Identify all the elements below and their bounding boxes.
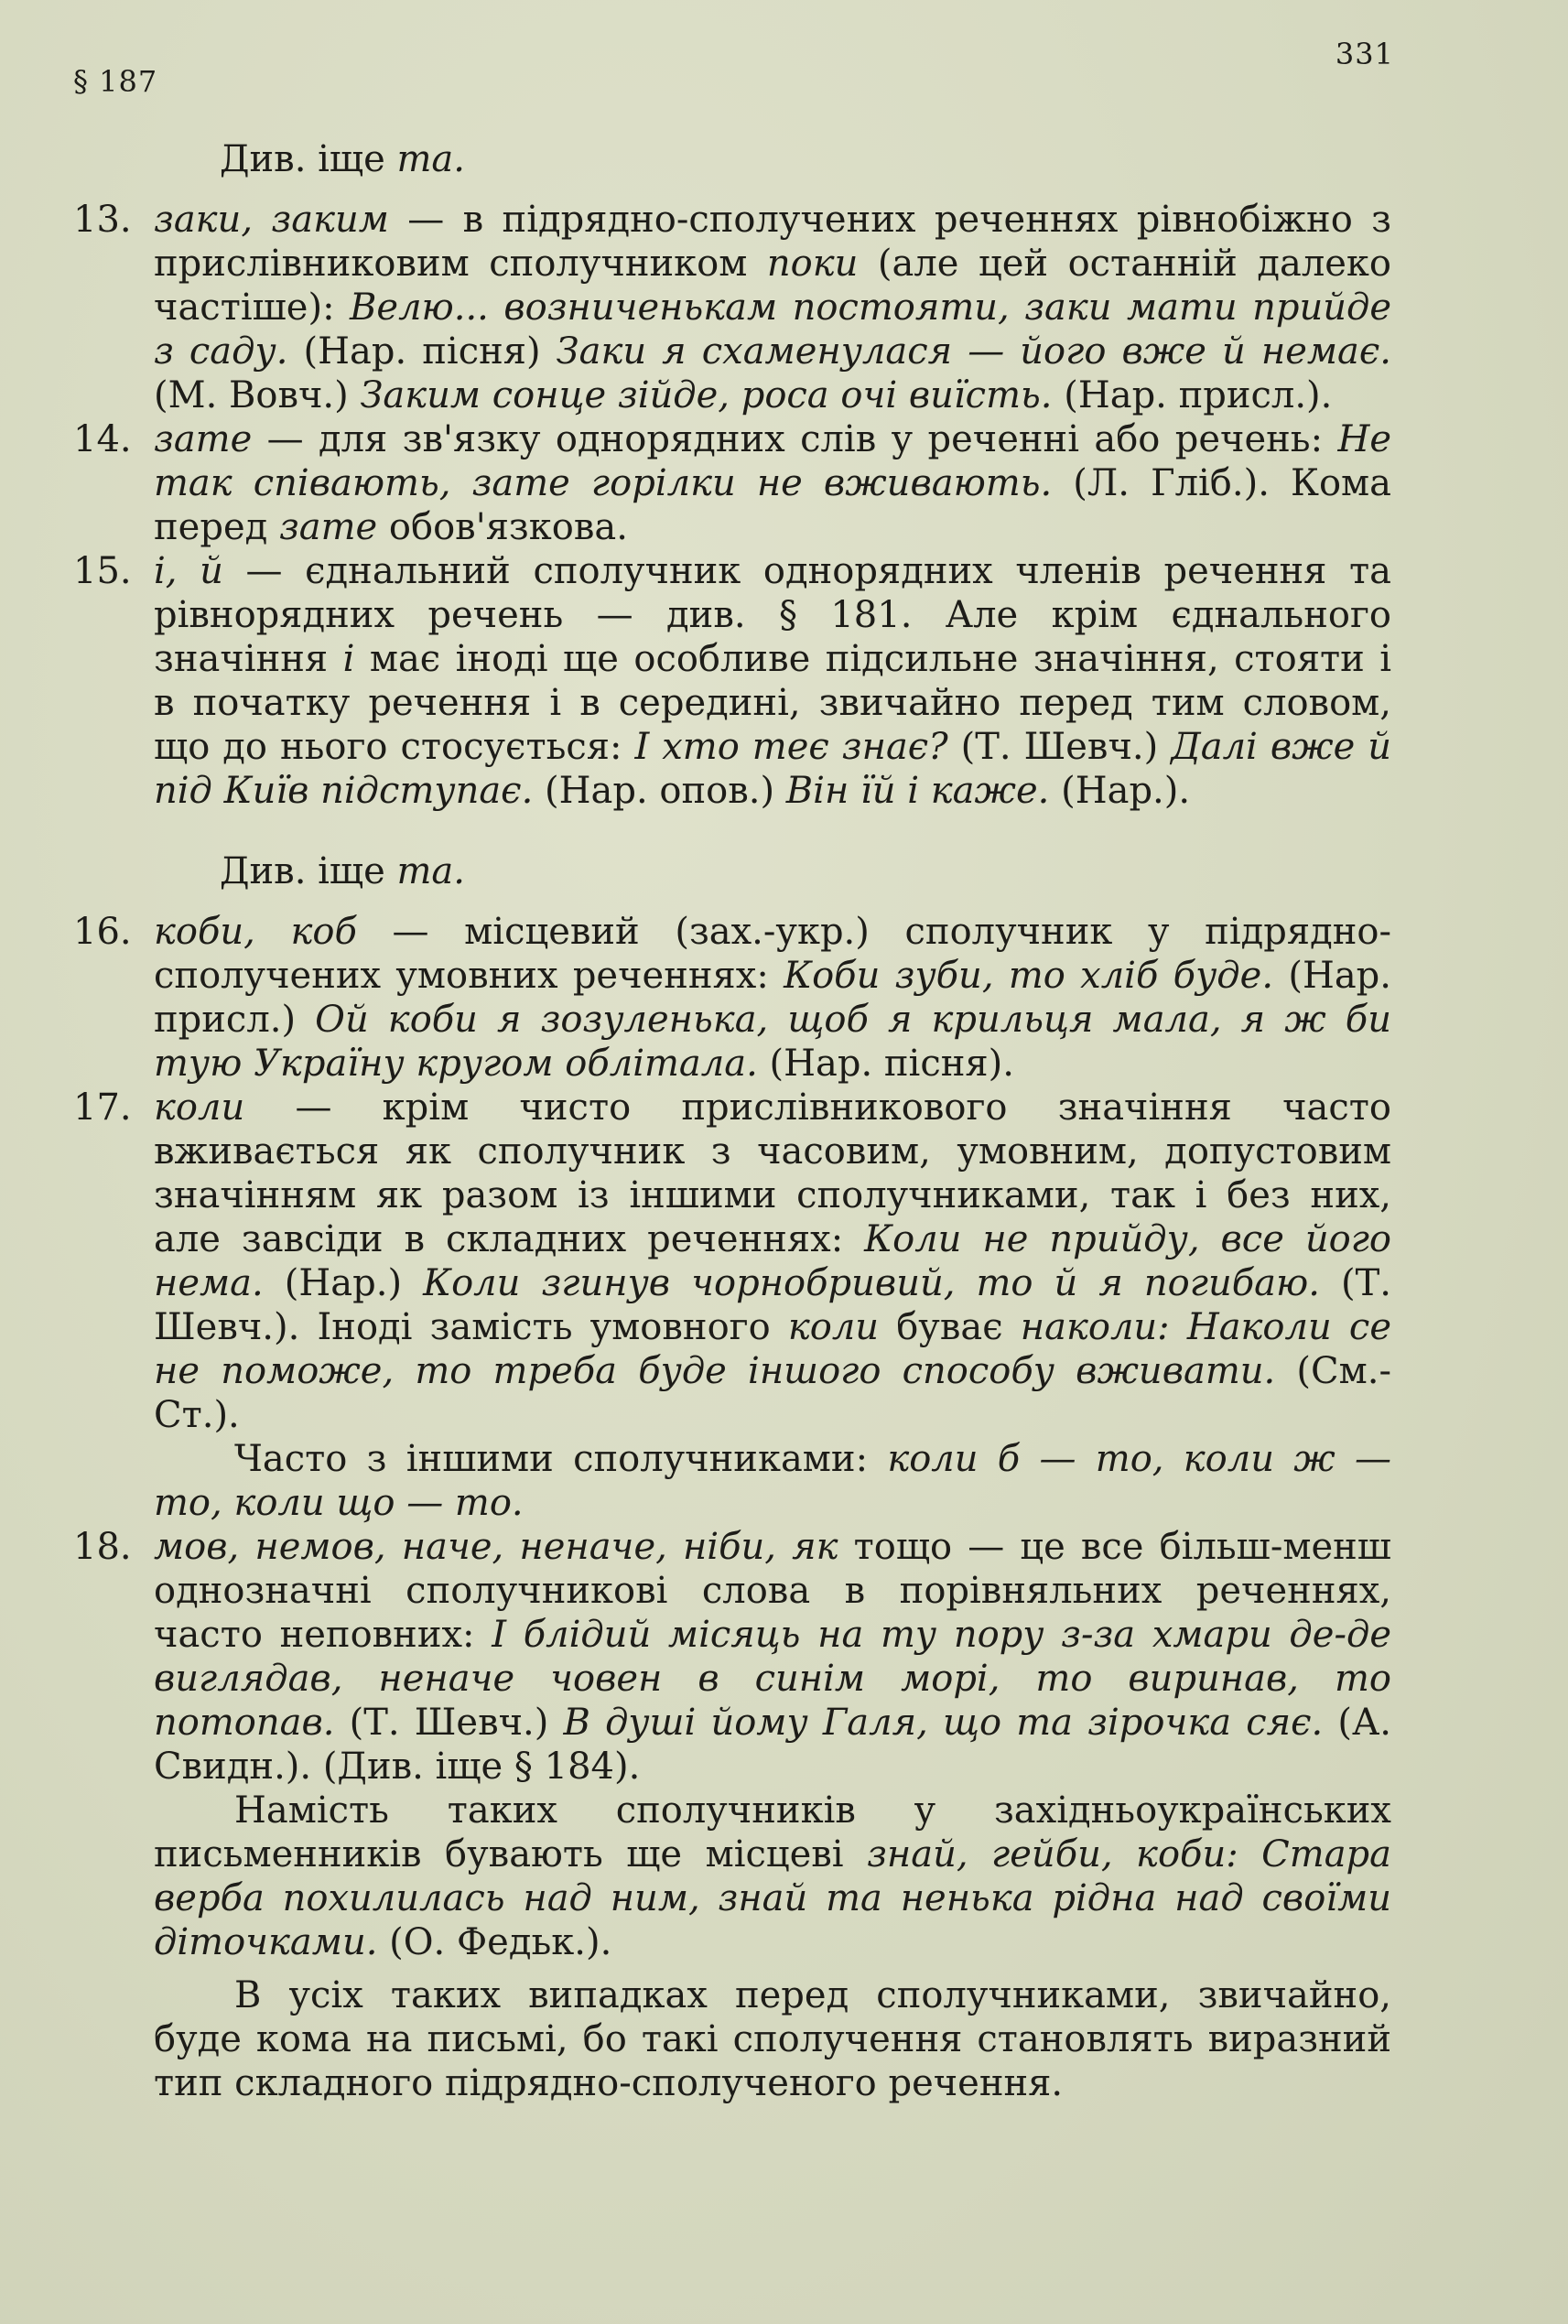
item-number: 15. [73, 550, 132, 592]
list-item-16: 16. коби, коб — місцевий (зах.-укр.) сполучник у підрядно-сполучених умовних реченнях: Коби зуби, то хліб буде. (Нар. присл.) Ой коби я зозуленька, щоб я крильця мала, я ж би тую Україну кругом облітала. (Нар. пісня). [73, 911, 1392, 1085]
closing-paragraph: В усіх таких випадках перед сполучниками, звичайно, буде кома на письмі, бо такі сполучення становлять виразний тип складного підрядно-сполученого речення. [154, 1974, 1391, 2104]
item-number: 17. [73, 1086, 132, 1129]
see-also-note: Див. іще та. [220, 138, 465, 180]
list-item-14: 14. зате — для зв'язку однорядних слів у реченні або речень: Не так співають, зате горілки не вживають. (Л. Гліб.). Кома перед зате обов'язкова. [73, 418, 1391, 548]
item-18-continuation: Намість таких сполучників у західньоукраїнських письменників бувають ще місцеві знай, гейби, коби: Стара верба похилилась над ним, знай та ненька рідна над своїми діточками. (О. Федьк.). [154, 1789, 1391, 1963]
list-item-18: 18. мов, немов, наче, неначе, ніби, як тощо — це все більш-менш однозначні сполучникові слова в порівняльних реченнях, часто неповних: І блідий місяць на ту пору з-за хмари де-де виглядав, неначе човен в синім морі, то виринав, то потопав. (Т. Шевч.) В душі йому Галя, що та зірочка сяє. (А. Свидн.). (Див. іще § 184). [73, 1526, 1392, 1788]
list-item-13: 13. заки, заким — в підрядно-сполучених реченнях рівнобіжно з прислівниковим сполучником поки (але цей останній далеко частіше): Велю... возниченькам постояти, заки мати прийде з саду. (Нар. пісня) Заки я схаменулася — його вже й немає. (М. Вовч.) Заким сонце зійде, роса очі виїсть. (Нар. присл.). [73, 199, 1391, 416]
item-number: 16. [73, 911, 132, 953]
item-number: 13. [73, 199, 132, 241]
item-17-continuation: Часто з іншими сполучниками: коли б — то, коли ж — то, коли що — то. [154, 1438, 1391, 1524]
page-body [73, 137, 1391, 2105]
item-number: 18. [73, 1526, 132, 1568]
list-item-15: 15. і, й — єднальний сполучник однорядних членів речення та рівнорядних речень — див. § 181. Але крім єднального значіння і має іноді ще особливе підсильне значіння, стояти і в початку речення і в середині, звичайно перед тим словом, що до нього стосується: І хто теє знає? (Т. Шевч.) Далі вже й під Київ підступає. (Нар. опов.) Він їй і каже. (Нар.). [73, 550, 1391, 812]
page-number: 331 [1335, 37, 1394, 71]
item-number: 14. [73, 418, 132, 460]
section-reference: § 187 [73, 64, 158, 99]
list-item-17: 17. коли — крім чисто прислівникового значіння часто вживається як сполучник з часовим, умовним, допустовим значінням як разом із іншими сполучниками, так і без них, але завсіди в складних реченнях: Коли не прийду, все його нема. (Нар.) Коли згинув чорнобривий, то й я погибаю. (Т. Шевч.). Іноді замість умовного коли буває наколи: Наколи се не поможе, то треба буде іншого способу вживати. (См.-Ст.). [73, 1086, 1392, 1436]
see-also-note: Див. іще та. [220, 850, 465, 892]
